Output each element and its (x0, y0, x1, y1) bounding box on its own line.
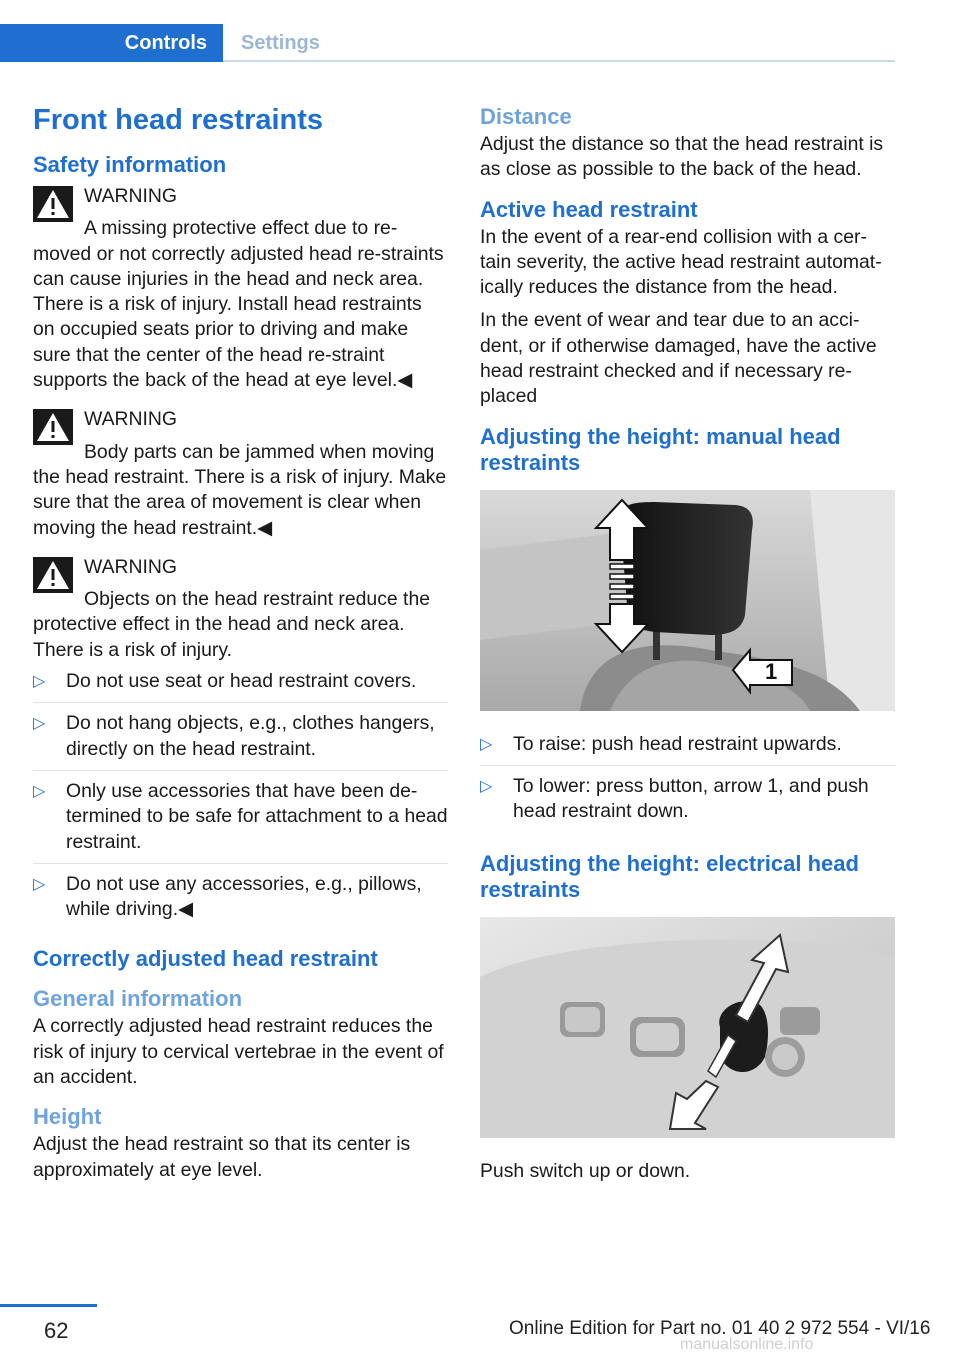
general-text: A correctly adjusted head restraint reduces the risk of injury to cervical vertebrae in the event of an accident. (33, 1015, 444, 1089)
triangle-bullet-icon: ▷ (33, 673, 46, 691)
safety-heading: Safety information (33, 152, 227, 177)
list-item: ▷ Do not use any accessories, e.g., pillows, while driving.◀ (33, 872, 422, 921)
active-heading: Active head restraint (480, 196, 698, 222)
page-title: Front head restraints (33, 104, 324, 136)
footer-rule (0, 1304, 97, 1307)
distance-heading: Distance (480, 104, 572, 129)
tab-settings[interactable]: Settings (241, 31, 320, 54)
page-number: 62 (44, 1318, 69, 1343)
triangle-bullet-icon: ▷ (480, 735, 493, 753)
warning-icon (33, 186, 73, 222)
warning-bullet-list (33, 669, 448, 930)
warning-block (33, 184, 448, 393)
tab-controls[interactable]: Controls (0, 24, 223, 62)
electric-text: Push switch up or down. (480, 1159, 691, 1182)
manual-heading: Adjusting the height: manual head restraints (480, 423, 841, 475)
triangle-bullet-icon: ▷ (33, 715, 46, 733)
warning-text: A missing protective effect due to re‐moved or not correctly adjusted head re‐straints can cause injuries in the head and neck area. There is a risk of injury. Install head restraints on occupied seats prior to driving and make sure that the center of the head re‐straint supports the back of the head at eye level.◀ (33, 217, 444, 392)
right-column (480, 104, 896, 1198)
warning-icon (33, 409, 73, 445)
general-heading: General information (33, 986, 243, 1012)
warning-title: WARNING (84, 555, 177, 578)
edition-text: Online Edition for Part no. 01 40 2 972 554 - VI/16 (509, 1318, 931, 1339)
warning-block (33, 407, 448, 540)
warning-text: Body parts can be jammed when moving the head restraint. There is a risk of injury. Make sure that the area of movement is clear when moving the head restraint.◀ (33, 440, 447, 539)
header-tabs (0, 24, 895, 62)
triangle-bullet-icon: ▷ (33, 875, 46, 893)
watermark: manualsonline.info (680, 1336, 814, 1353)
active-text-2: In the event of wear and tear due to an acci‐dent, or if otherwise damaged, have the active head restraint checked and if necessary re‐placed (480, 309, 877, 408)
electrical-head-restraint-figure (480, 917, 895, 1138)
svg-text:1: 1 (765, 658, 778, 684)
height-text: Adjust the head restraint so that its center is approximately at eye level. (33, 1133, 411, 1181)
electric-heading: Adjusting the height: electrical head restraints (480, 850, 859, 902)
manual-head-restraint-figure (480, 490, 895, 711)
height-heading: Height (33, 1104, 102, 1130)
warning-title: WARNING (84, 408, 177, 431)
list-item: ▷ To raise: push head restraint upwards. (480, 732, 896, 766)
list-item: ▷ Do not hang objects, e.g., clothes hangers, directly on the head restraint. (33, 711, 448, 771)
warning-title: WARNING (84, 185, 177, 207)
warning-text: Objects on the head restraint reduce the protective effect in the head and neck area. There is a risk of injury. (33, 588, 431, 661)
list-item: ▷ Only use accessories that have been de‐termined to be safe for attachment to a head restraint. (33, 779, 448, 864)
manual-bullet-list (480, 732, 896, 833)
adjusted-heading: Correctly adjusted head restraint (33, 946, 378, 972)
triangle-bullet-icon: ▷ (480, 777, 493, 795)
active-text-1: In the event of a rear-end collision with a cer‐tain severity, the active head restraint automat‐ically reduces the distance from the head. (480, 225, 882, 299)
header-rule (223, 60, 895, 62)
distance-text: Adjust the distance so that the head restraint is as close as possible to the back of the head. (480, 133, 884, 181)
warning-icon (33, 557, 73, 593)
list-item: ▷ Do not use seat or head restraint covers. (33, 669, 448, 703)
warning-block (33, 555, 448, 663)
list-item: ▷ To lower: press button, arrow 1, and push head restraint down. (480, 774, 869, 823)
left-column (33, 100, 448, 1197)
triangle-bullet-icon: ▷ (33, 782, 46, 800)
